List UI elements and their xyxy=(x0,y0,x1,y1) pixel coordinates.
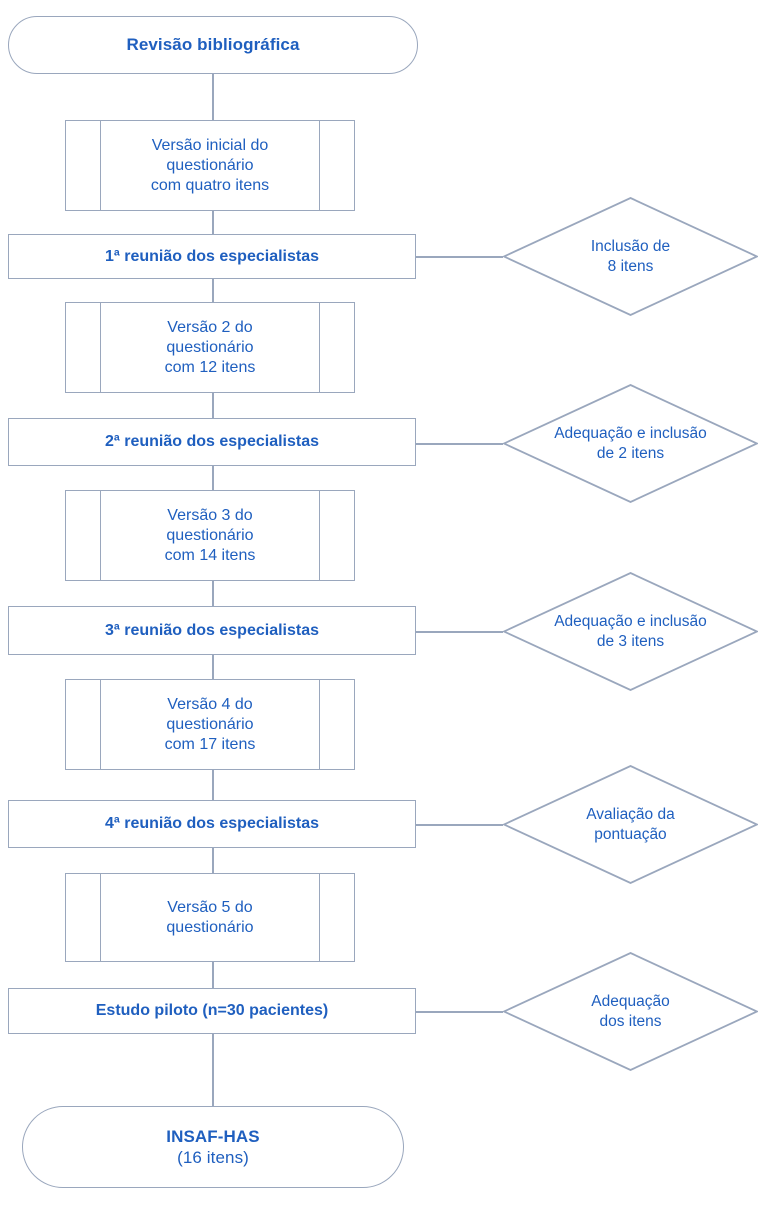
node-version-1-text xyxy=(66,136,354,196)
node-decision-4-text xyxy=(503,765,758,884)
node-version-2-text xyxy=(66,318,354,378)
node-meeting-1-label: 1ª reunião dos especialistas xyxy=(104,247,319,265)
node-version-2-line1: Versão 2 do xyxy=(167,318,253,336)
connector-spine-6 xyxy=(212,581,214,606)
node-decision-5-line1: Adequação xyxy=(591,993,670,1011)
node-version-2-line3: com 12 itens xyxy=(164,358,256,376)
node-decision-1-text xyxy=(503,197,758,316)
node-version-1-line3: com quatro itens xyxy=(150,176,270,194)
node-meeting-4[interactable] xyxy=(8,800,416,848)
node-meeting-3[interactable] xyxy=(8,606,416,655)
node-decision-3-text xyxy=(503,572,758,691)
connector-spine-3 xyxy=(212,279,214,302)
node-version-1[interactable] xyxy=(65,120,355,211)
connector-spine-10 xyxy=(212,962,214,988)
node-version-3-text xyxy=(66,506,354,566)
node-decision-4-line2: pontuação xyxy=(594,825,667,843)
node-decision-2[interactable] xyxy=(503,384,758,503)
node-version-5-line2: questionário xyxy=(166,918,254,936)
connector-spine-7 xyxy=(212,655,214,679)
node-decision-1[interactable] xyxy=(503,197,758,316)
node-version-4-line3: com 17 itens xyxy=(164,735,256,753)
connector-branch-2 xyxy=(416,443,503,445)
connector-branch-5 xyxy=(416,1011,503,1013)
node-decision-2-line2: de 2 itens xyxy=(596,444,665,462)
node-version-2-line2: questionário xyxy=(166,338,254,356)
node-decision-4-line1: Avaliação da xyxy=(586,806,675,824)
node-start-label: Revisão bibliográfica xyxy=(126,35,300,55)
node-end-insaf-has[interactable] xyxy=(22,1106,404,1188)
node-version-5[interactable] xyxy=(65,873,355,962)
node-meeting-4-label: 4ª reunião dos especialistas xyxy=(104,815,319,832)
node-pilot-study[interactable] xyxy=(8,988,416,1034)
connector-branch-4 xyxy=(416,824,503,826)
node-decision-2-text xyxy=(503,384,758,503)
node-version-3[interactable] xyxy=(65,490,355,581)
node-decision-1-line2: 8 itens xyxy=(607,257,654,275)
node-version-4-text xyxy=(66,695,354,755)
node-version-3-line3: com 14 itens xyxy=(164,546,256,564)
node-version-4[interactable] xyxy=(65,679,355,770)
node-version-3-line1: Versão 3 do xyxy=(167,506,253,524)
node-meeting-2-label: 2ª reunião dos especialistas xyxy=(104,433,319,450)
node-version-5-line1: Versão 5 do xyxy=(167,898,253,916)
node-decision-4[interactable] xyxy=(503,765,758,884)
node-end-text xyxy=(166,1126,259,1169)
connector-branch-3 xyxy=(416,631,503,633)
node-version-5-text xyxy=(66,898,354,938)
connector-spine-1 xyxy=(212,74,214,120)
node-end-line2: (16 itens) xyxy=(177,1148,249,1167)
node-end-line1: INSAF-HAS xyxy=(166,1126,260,1146)
connector-spine-11 xyxy=(212,1034,214,1106)
node-decision-3[interactable] xyxy=(503,572,758,691)
node-decision-5-line2: dos itens xyxy=(599,1012,662,1030)
connector-branch-1 xyxy=(416,256,503,258)
node-version-4-line1: Versão 4 do xyxy=(167,695,253,713)
node-decision-1-line1: Inclusão de xyxy=(590,238,671,256)
connector-spine-5 xyxy=(212,466,214,490)
node-decision-3-line2: de 3 itens xyxy=(596,632,665,650)
connector-spine-8 xyxy=(212,770,214,800)
node-version-2[interactable] xyxy=(65,302,355,393)
connector-spine-2 xyxy=(212,211,214,234)
node-meeting-1[interactable] xyxy=(8,234,416,279)
connector-spine-9 xyxy=(212,848,214,873)
node-decision-5[interactable] xyxy=(503,952,758,1071)
node-version-1-line2: questionário xyxy=(166,156,254,174)
node-meeting-3-label: 3ª reunião dos especialistas xyxy=(104,621,319,639)
node-version-3-line2: questionário xyxy=(166,526,254,544)
node-decision-5-text xyxy=(503,952,758,1071)
node-pilot-study-label: Estudo piloto (n=30 pacientes) xyxy=(95,1002,329,1019)
node-decision-2-line1: Adequação e inclusão xyxy=(554,425,707,443)
connector-spine-4 xyxy=(212,393,214,418)
node-decision-3-line1: Adequação e inclusão xyxy=(554,613,707,631)
node-start-revisao-bibliografica[interactable] xyxy=(8,16,418,74)
node-meeting-2[interactable] xyxy=(8,418,416,466)
node-version-1-line1: Versão inicial do xyxy=(151,136,269,154)
node-version-4-line2: questionário xyxy=(166,715,254,733)
